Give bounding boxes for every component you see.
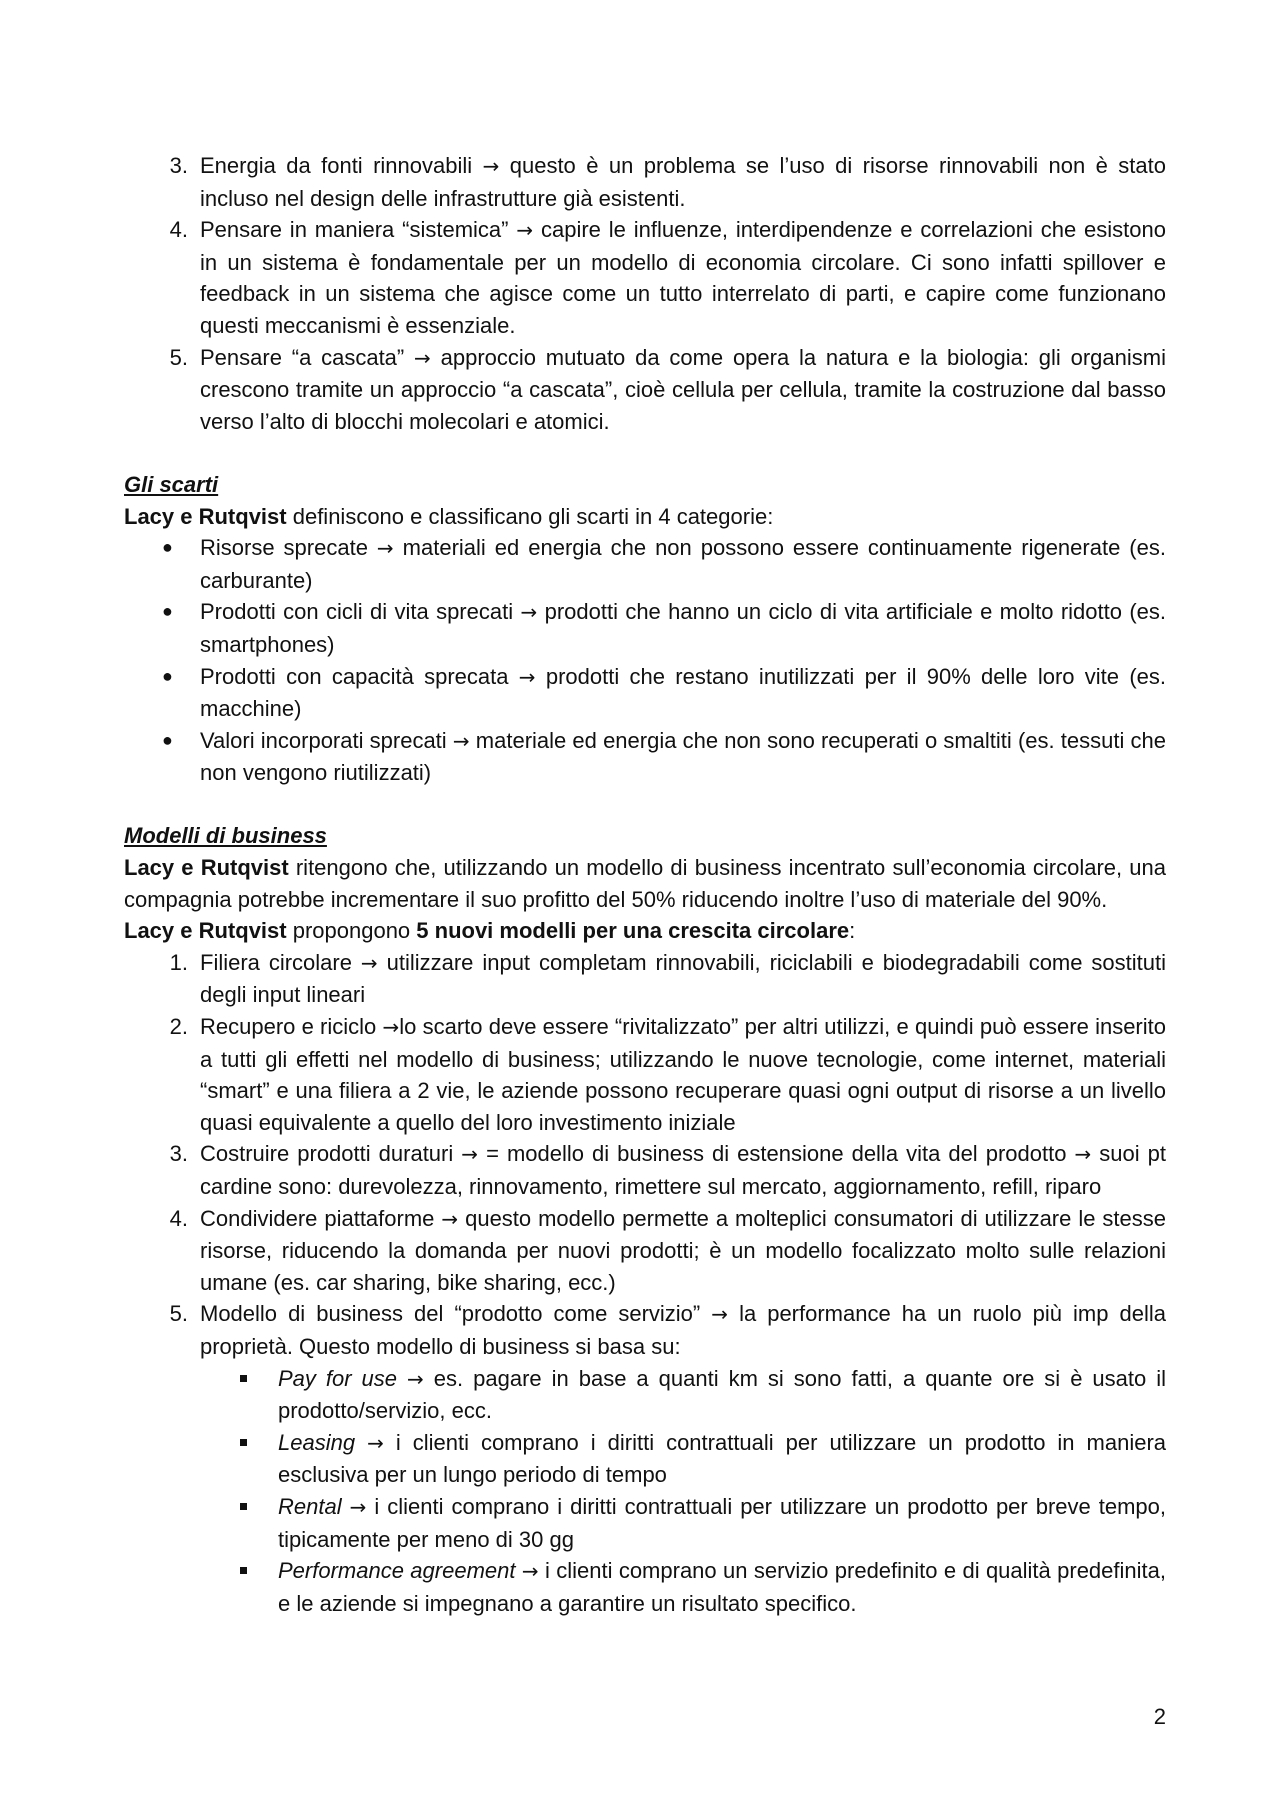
item-title: Condividere piattaforme (200, 1205, 435, 1231)
arrow-icon: → (382, 1015, 400, 1040)
business-paragraph-1 (124, 852, 1166, 915)
list-number: 3. (169, 153, 188, 178)
list-number: 2. (169, 1014, 188, 1040)
item-text: = modello di business di estensione della vita del prodotto (486, 1141, 1067, 1167)
list-item (124, 1427, 1166, 1491)
square-bullet-icon (240, 1375, 247, 1382)
list-item (124, 1011, 1166, 1138)
item-text: capire le influenze, interdipendenze e correlazioni che esistono in un sistema è fondamentale per un modello di economia circolare. Ci sono infatti spillover e feedback in un sistema che agisce come un tutto interrelato di parti, e capire come funzionano questi meccanismi è essenziale. (200, 217, 1166, 338)
list-item (124, 1363, 1166, 1427)
arrow-icon: → (414, 345, 431, 370)
item-text: la performance ha un ruolo più imp della proprietà. Questo modello di business si basa su: (200, 1301, 1166, 1359)
bullet-icon: ● (162, 601, 173, 622)
item-text: i clienti comprano i diritti contrattuali per utilizzare un prodotto in maniera esclusiva per un lungo periodo di tempo (278, 1429, 1166, 1488)
item-title: Pensare “a cascata” (200, 344, 405, 370)
item-text: materiale ed energia che non sono recuperati o smaltiti (es. tessuti che non vengono riutilizzati) (200, 727, 1167, 786)
item-title: Prodotti con capacità sprecata (200, 663, 509, 689)
list-item (124, 596, 1166, 660)
item-text: questo modello permette a molteplici consumatori di utilizzare le stesse risorse, riducendo la domanda per nuovi prodotti; è un modello focalizzato molto sulle relazioni umane (es. car sharing, bike sharing, ecc.) (200, 1205, 1166, 1295)
arrow-icon: → (520, 600, 538, 625)
item-title: Recupero e riciclo (200, 1014, 377, 1040)
item-text: i clienti comprano un servizio predefinito e di qualità predefinita, e le aziende si impegnano a garantire un risultato specifico. (278, 1558, 1166, 1616)
arrow-icon: → (1074, 1142, 1092, 1167)
item-text: es. pagare in base a quanti km si sono fatti, a quante ore si è usato il prodotto/servizio, ecc. (278, 1365, 1166, 1424)
arrow-icon: → (521, 1559, 539, 1584)
list-number: 4. (169, 1205, 188, 1231)
arrow-icon: → (360, 950, 378, 975)
waste-bullet-list (124, 532, 1166, 789)
business-models-list (124, 947, 1166, 1363)
list-item (124, 1298, 1166, 1362)
list-number: 4. (169, 217, 188, 243)
item-title: Costruire prodotti duraturi (200, 1141, 454, 1167)
item-term: Performance agreement (278, 1558, 516, 1584)
item-text: questo è un problema se l’uso di risorse rinnovabili non è stato incluso nel design delle infrastrutture già esistenti. (200, 153, 1166, 211)
document-page (124, 150, 1166, 1619)
emphasis-text: 5 nuovi modelli per una crescita circolare (416, 918, 850, 944)
list-item (124, 150, 1166, 214)
list-item (124, 342, 1166, 438)
paragraph-text: ritengono che, utilizzando un modello di business incentrato sull’economia circolare, una compagnia potrebbe incrementare il suo profitto del 50% riducendo inoltre l’uso di materiale del 90%. (124, 855, 1166, 912)
square-bullet-icon (240, 1567, 247, 1574)
page-number: 2 (1153, 1704, 1166, 1729)
item-title: Prodotti con cicli di vita sprecati (200, 599, 514, 625)
arrow-icon: → (367, 1430, 384, 1455)
bullet-icon: ● (162, 729, 173, 750)
item-title: Filiera circolare (200, 949, 352, 975)
item-title: Pensare in maniera “sistemica” (200, 217, 509, 243)
arrow-icon: → (711, 1302, 729, 1327)
bullet-icon: ● (162, 665, 173, 686)
item-text: materiali ed energia che non possono essere continuamente rigenerate (es. carburante) (200, 535, 1166, 593)
list-item (124, 1203, 1166, 1299)
arrow-icon: → (482, 154, 500, 178)
intro-text: definiscono e classificano gli scarti in 4 categorie: (286, 503, 774, 529)
item-title: Energia da fonti rinnovabili (200, 153, 473, 178)
list-item (124, 1138, 1166, 1202)
list-item (124, 532, 1166, 596)
arrow-icon: → (376, 536, 394, 561)
arrow-icon: → (452, 728, 470, 753)
list-item (124, 661, 1166, 725)
arrow-icon: → (516, 218, 534, 243)
waste-intro (124, 501, 1166, 533)
item-text: i clienti comprano i diritti contrattuali per utilizzare un prodotto per breve tempo, tipicamente per meno di 30 gg (278, 1493, 1166, 1552)
item-term: Pay for use (278, 1365, 398, 1391)
service-models-sublist (124, 1363, 1166, 1620)
list-item (124, 1555, 1166, 1619)
author-names: Lacy e Rutqvist (124, 503, 287, 529)
list-item (124, 725, 1166, 789)
item-term: Rental (278, 1493, 342, 1519)
arrow-icon: → (518, 664, 536, 689)
square-bullet-icon (240, 1439, 247, 1446)
arrow-icon: → (349, 1494, 367, 1519)
item-title: Valori incorporati sprecati (200, 727, 447, 753)
list-item (124, 947, 1166, 1011)
item-text: suoi pt cardine sono: durevolezza, rinnovamento, rimettere sul mercato, aggiornamento, refill, riparo (200, 1141, 1166, 1199)
arrow-icon: → (461, 1142, 479, 1167)
item-term: Leasing (278, 1429, 356, 1455)
item-text: prodotti che hanno un ciclo di vita artificiale e molto ridotto (es. smartphones) (200, 599, 1166, 657)
bullet-icon: ● (162, 537, 173, 558)
list-item (124, 214, 1166, 341)
list-number: 5. (169, 344, 188, 370)
section-heading-waste: Gli scarti (124, 471, 219, 497)
paragraph-text: : (849, 918, 856, 944)
list-number: 3. (169, 1141, 188, 1167)
item-text: prodotti che restano inutilizzati per il 90% delle loro vite (es. macchine) (200, 663, 1166, 722)
item-title: Risorse sprecate (200, 535, 368, 561)
arrow-icon: → (441, 1206, 459, 1231)
list-number: 1. (169, 949, 188, 975)
list-number: 5. (169, 1301, 188, 1327)
item-text: approccio mutuato da come opera la natura e la biologia: gli organismi crescono tramite un approccio “a cascata”, cioè cellula per cellula, tramite la costruzione dal basso verso l’alto di blocchi molecolari e atomici. (200, 344, 1166, 434)
section-heading-business: Modelli di business (124, 823, 327, 849)
arrow-icon: → (407, 1366, 424, 1391)
author-names: Lacy e Rutqvist (124, 855, 289, 881)
paragraph-text: propongono (286, 918, 417, 944)
item-text: lo scarto deve essere “rivitalizzato” per altri utilizzi, e quindi può essere inserito a tutti gli effetti nel modello di business; utilizzando le nuove tecnologie, come internet, materiali “smart” e una filiera a 2 vie, le aziende possono recuperare quasi ogni output di risorse a un livello quasi equivalente a quello del loro investimento iniziale (200, 1014, 1166, 1135)
intro-numbered-list (124, 150, 1166, 437)
item-title: Modello di business del “prodotto come servizio” (200, 1301, 701, 1327)
author-names: Lacy e Rutqvist (124, 918, 287, 944)
business-paragraph-2 (124, 915, 1166, 947)
square-bullet-icon (240, 1503, 247, 1510)
item-text: utilizzare input completam rinnovabili, riciclabili e biodegradabili come sostituti degli input lineari (200, 949, 1167, 1008)
list-item (124, 1491, 1166, 1555)
